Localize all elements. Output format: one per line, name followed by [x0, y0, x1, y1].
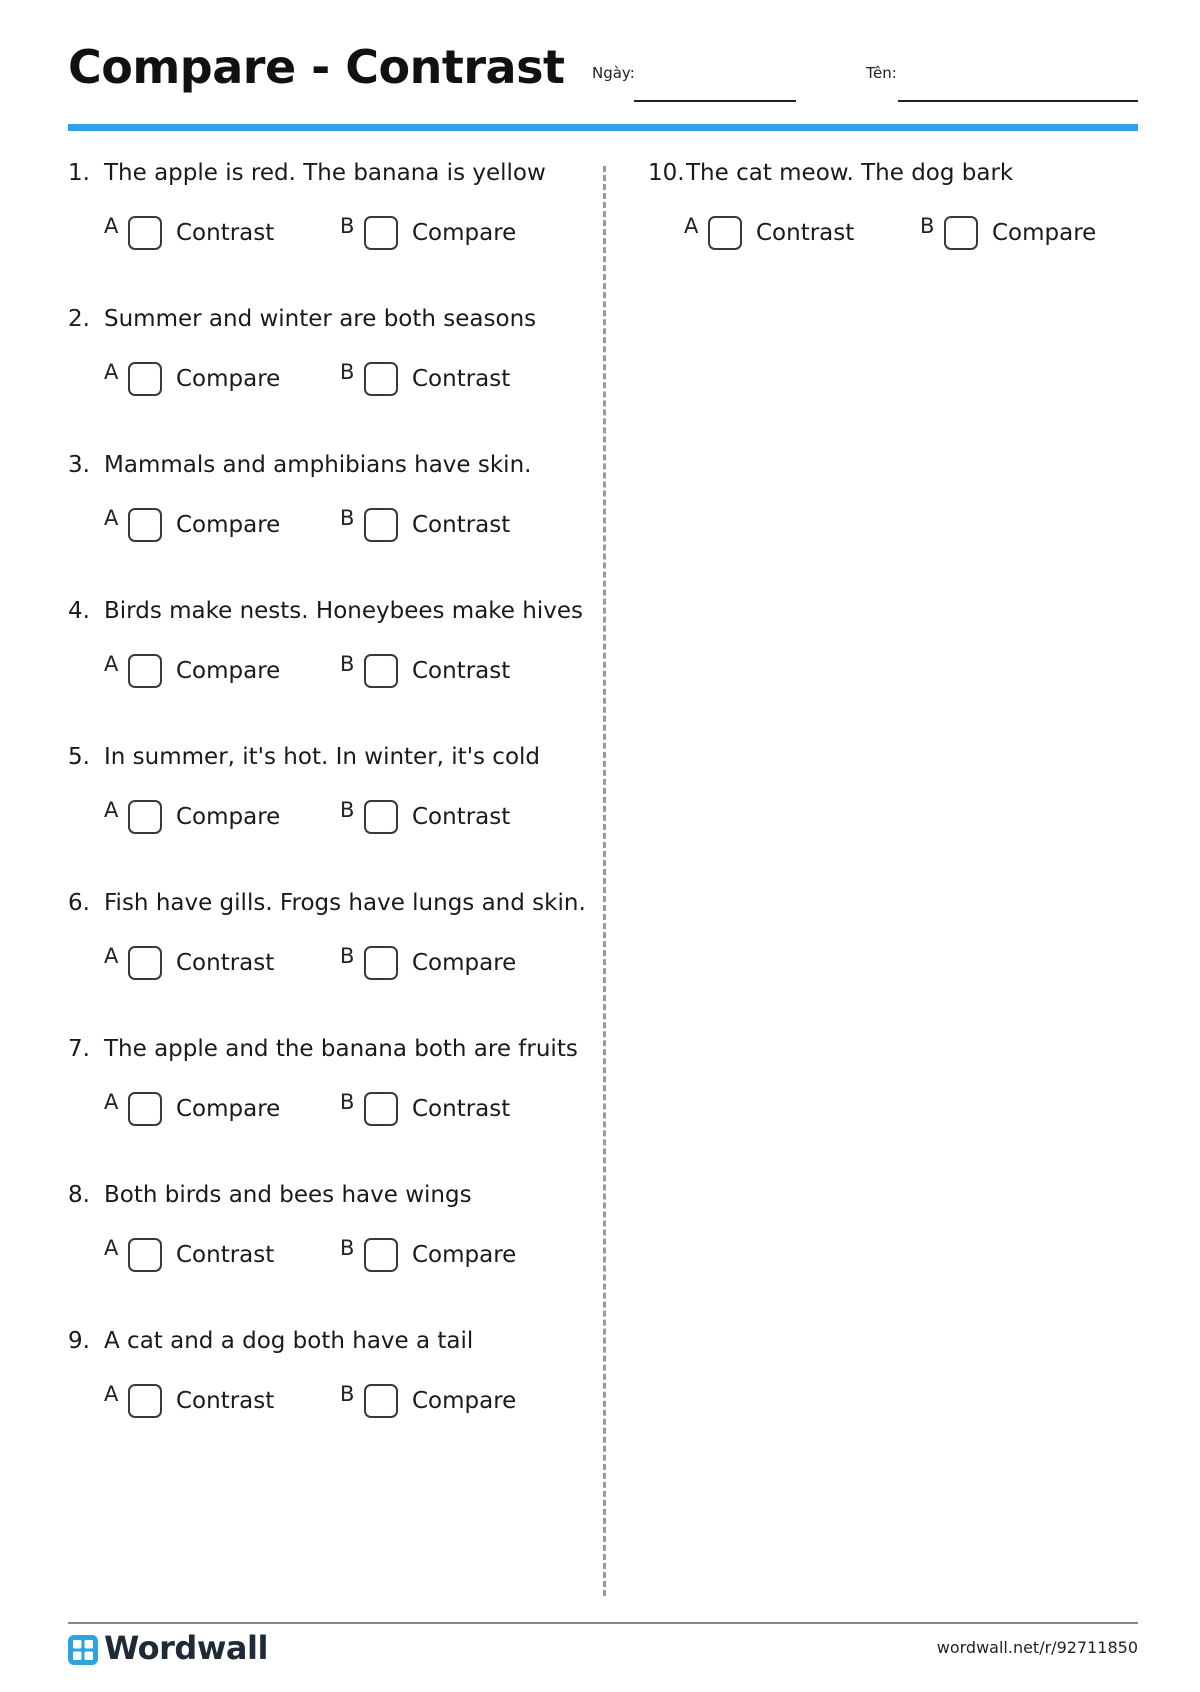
question-number: 7.	[68, 1036, 90, 1062]
header-rule	[68, 124, 1138, 131]
question-text	[68, 306, 536, 332]
name-label: Tên:	[866, 64, 897, 82]
option-letter: B	[340, 1090, 355, 1114]
question-prompt: The apple and the banana both are fruits	[104, 1036, 578, 1062]
question-number: 5.	[68, 744, 90, 770]
option-letter: A	[104, 1382, 119, 1406]
answer-checkbox[interactable]	[128, 508, 162, 542]
option-label: Compare	[992, 220, 1097, 246]
option-label: Contrast	[756, 220, 855, 246]
question-prompt: Birds make nests. Honeybees make hives	[104, 598, 583, 624]
option-letter: B	[340, 798, 355, 822]
option-label: Contrast	[412, 658, 511, 684]
question-10	[648, 160, 1148, 280]
date-label: Ngày:	[592, 64, 635, 82]
name-field[interactable]	[898, 100, 1138, 102]
option-label: Compare	[412, 1242, 517, 1268]
option-letter: A	[104, 506, 119, 530]
question-number: 3.	[68, 452, 90, 478]
option-letter: A	[104, 360, 119, 384]
answer-checkbox[interactable]	[364, 362, 398, 396]
page-title: Compare - Contrast	[68, 40, 565, 94]
answer-checkbox[interactable]	[128, 1238, 162, 1272]
question-number: 6.	[68, 890, 90, 916]
footer-rule	[68, 1622, 1138, 1624]
answer-checkbox[interactable]	[708, 216, 742, 250]
option-label: Compare	[412, 1388, 517, 1414]
answer-checkbox[interactable]	[364, 800, 398, 834]
question-number: 10.	[648, 160, 685, 186]
option-label: Compare	[176, 366, 281, 392]
option-label: Contrast	[176, 1388, 275, 1414]
answer-checkbox[interactable]	[944, 216, 978, 250]
question-6	[68, 890, 586, 1010]
option-letter: B	[340, 652, 355, 676]
option-letter: B	[920, 214, 935, 238]
question-text	[648, 160, 1013, 186]
question-text	[68, 1328, 473, 1354]
column-divider	[603, 166, 606, 1596]
footer-url: wordwall.net/r/92711850	[936, 1638, 1138, 1657]
question-3	[68, 452, 568, 572]
answer-checkbox[interactable]	[364, 508, 398, 542]
answer-checkbox[interactable]	[364, 216, 398, 250]
question-prompt: Mammals and amphibians have skin.	[104, 452, 532, 478]
answer-checkbox[interactable]	[364, 1238, 398, 1272]
option-label: Compare	[176, 512, 281, 538]
question-2	[68, 306, 568, 426]
answer-checkbox[interactable]	[128, 946, 162, 980]
option-label: Contrast	[412, 512, 511, 538]
option-label: Contrast	[412, 804, 511, 830]
option-label: Compare	[176, 804, 281, 830]
question-prompt: A cat and a dog both have a tail	[104, 1328, 474, 1354]
option-letter: B	[340, 214, 355, 238]
question-prompt: The apple is red. The banana is yellow	[104, 160, 546, 186]
question-4	[68, 598, 583, 718]
option-letter: A	[104, 652, 119, 676]
question-text	[68, 744, 540, 770]
answer-checkbox[interactable]	[128, 1092, 162, 1126]
question-prompt: Both birds and bees have wings	[104, 1182, 472, 1208]
date-field[interactable]	[634, 100, 796, 102]
option-label: Compare	[176, 658, 281, 684]
option-label: Compare	[176, 1096, 281, 1122]
answer-checkbox[interactable]	[128, 362, 162, 396]
answer-checkbox[interactable]	[128, 654, 162, 688]
question-text	[68, 1036, 578, 1062]
answer-checkbox[interactable]	[364, 1092, 398, 1126]
option-letter: A	[104, 798, 119, 822]
answer-checkbox[interactable]	[364, 654, 398, 688]
option-label: Contrast	[412, 1096, 511, 1122]
question-number: 4.	[68, 598, 90, 624]
question-prompt: Fish have gills. Frogs have lungs and skin.	[104, 890, 586, 916]
question-text	[68, 890, 586, 916]
option-label: Contrast	[176, 1242, 275, 1268]
question-8	[68, 1182, 568, 1302]
question-prompt: In summer, it's hot. In winter, it's cold	[104, 744, 541, 770]
question-prompt: The cat meow. The dog bark	[686, 160, 1014, 186]
question-7	[68, 1036, 578, 1156]
option-letter: B	[340, 506, 355, 530]
question-text	[68, 598, 583, 624]
answer-checkbox[interactable]	[128, 216, 162, 250]
wordwall-logo-icon	[68, 1635, 98, 1665]
option-letter: A	[104, 1090, 119, 1114]
option-letter: A	[104, 944, 119, 968]
option-label: Compare	[412, 220, 517, 246]
question-text	[68, 160, 546, 186]
logo-text: Wordwall	[104, 1629, 268, 1667]
answer-checkbox[interactable]	[128, 1384, 162, 1418]
question-number: 8.	[68, 1182, 90, 1208]
answer-checkbox[interactable]	[364, 946, 398, 980]
option-letter: A	[684, 214, 699, 238]
option-label: Contrast	[176, 950, 275, 976]
option-letter: B	[340, 1236, 355, 1260]
question-5	[68, 744, 568, 864]
question-prompt: Summer and winter are both seasons	[104, 306, 537, 332]
option-label: Contrast	[176, 220, 275, 246]
option-letter: B	[340, 1382, 355, 1406]
option-label: Compare	[412, 950, 517, 976]
option-letter: B	[340, 944, 355, 968]
question-text	[68, 1182, 472, 1208]
option-letter: B	[340, 360, 355, 384]
question-1	[68, 160, 568, 280]
option-letter: A	[104, 1236, 119, 1260]
answer-checkbox[interactable]	[364, 1384, 398, 1418]
question-text	[68, 452, 531, 478]
question-number: 1.	[68, 160, 90, 186]
option-letter: A	[104, 214, 119, 238]
question-9	[68, 1328, 568, 1448]
option-label: Contrast	[412, 366, 511, 392]
question-number: 2.	[68, 306, 90, 332]
answer-checkbox[interactable]	[128, 800, 162, 834]
question-number: 9.	[68, 1328, 90, 1354]
